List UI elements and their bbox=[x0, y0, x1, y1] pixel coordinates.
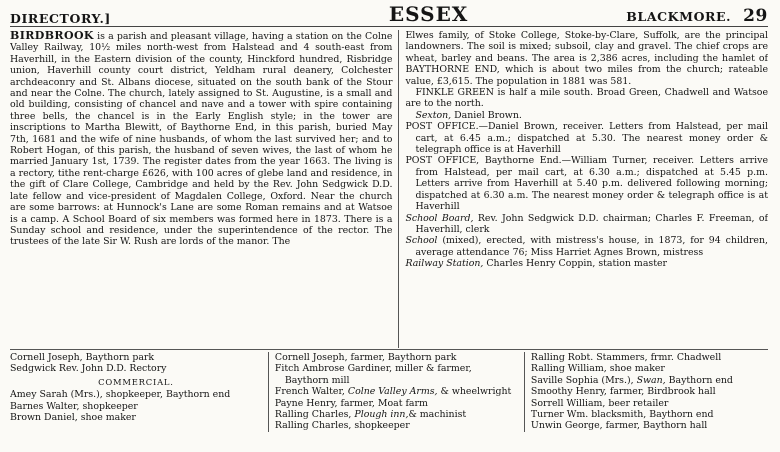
list-item: Ralling Charles, shopkeeper bbox=[274, 420, 410, 432]
residents-column-right bbox=[525, 352, 768, 432]
commercial-heading: COMMERCIAL. bbox=[98, 376, 174, 387]
entry-text: Saville Sophia (Mrs.), bbox=[530, 374, 637, 386]
column-right bbox=[399, 30, 768, 348]
birdbrook-description bbox=[10, 30, 392, 248]
list-item bbox=[275, 409, 518, 420]
entry-text: & machinist bbox=[408, 409, 467, 421]
railway-station-entry bbox=[405, 258, 768, 269]
residents-column-left bbox=[10, 352, 269, 432]
railway-station-text: Charles Henry Coppin, station master bbox=[483, 258, 668, 270]
post-office-text: —Daniel Brown, receiver. Letters from Halstead, per mail cart, at 6.45 a.m.; dispatched at 5.30. The nearest money order & telegraph office is at Haverhill bbox=[415, 121, 768, 156]
list-item: Unwin George, farmer, Baythorn hall bbox=[530, 420, 708, 432]
post-office-baythorne-entry bbox=[405, 155, 768, 212]
school-board-label: School Board, bbox=[405, 212, 474, 224]
sexton-name: Daniel Brown. bbox=[451, 109, 522, 121]
railway-station-label: Railway Station, bbox=[405, 258, 484, 270]
entry-text: Baythorn end bbox=[665, 374, 733, 386]
school-board-text: Rev. John Sedgwick D.D. chairman; Charles F. Freeman, of Haverhill, clerk bbox=[415, 212, 768, 235]
finkle-green-paragraph: FINKLE GREEN is half a mile south. Broad Green, Chadwell and Watsoe are to the north. bbox=[405, 87, 768, 110]
list-item: Payne Henry, farmer, Moat farm bbox=[274, 397, 428, 409]
page-number: 29 bbox=[743, 6, 768, 26]
school-label: School bbox=[405, 235, 438, 247]
list-item: Barnes Walter, shopkeeper bbox=[10, 400, 138, 412]
post-office-label: POST OFFICE. bbox=[405, 121, 479, 133]
post-office-baythorne-text: Baythorne End.—William Turner, receiver. Letters arrive from Halstead, per mail cart, at 6.30 a.m.; dispatched at 5.45 p.m. Letters arrive from Haverhill at 5.40 p.m. delivered following morning; dispatched at 6.30 a.m. The nearest money order & telegraph office is at Haverhill bbox=[415, 155, 768, 213]
header-place-label: BLACKMORE. bbox=[626, 9, 732, 24]
residents-list bbox=[10, 349, 768, 432]
entry-inn-name: Colne Valley Arms, bbox=[347, 386, 438, 398]
list-item bbox=[531, 375, 768, 386]
list-item: Cornell Joseph, farmer, Baythorn park bbox=[274, 352, 457, 363]
list-item: Sedgwick Rev. John D.D. Rectory bbox=[10, 363, 167, 375]
post-office-entry bbox=[405, 121, 768, 155]
list-item: Brown Daniel, shoe maker bbox=[10, 412, 136, 424]
landowners-paragraph: Elwes family, of Stoke College, Stoke-by-Clare, Suffolk, are the principal landowners. The soil is mixed; subsoil, clay and gravel. The chief crops are wheat, barley and beans. The area is 2,386 acres, including the hamlet of BAYTHORNE END, which is about two miles from the church; rateable value, £3,615. The population in 1881 was 581. bbox=[405, 30, 768, 87]
entry-inn-name: Plough inn, bbox=[354, 409, 409, 421]
lead-word: BIRDBROOK bbox=[10, 30, 94, 42]
entry-text: & wheelwright bbox=[437, 386, 512, 398]
list-item: Fitch Ambrose Gardiner, miller & farmer, Baythorn mill bbox=[274, 363, 472, 386]
column-left bbox=[10, 30, 399, 348]
header-running-head bbox=[626, 6, 768, 26]
list-item: Cornell Joseph, Baythorn park bbox=[10, 352, 155, 363]
entry-text: Ralling Charles, bbox=[274, 409, 355, 421]
residents-column-middle bbox=[269, 352, 525, 432]
sexton-line bbox=[405, 110, 768, 121]
school-board-entry bbox=[405, 213, 768, 236]
list-item: Ralling Robt. Stammers, frmr. Chadwell bbox=[530, 352, 722, 363]
header-section-label: DIRECTORY.] bbox=[10, 11, 111, 26]
list-item: Turner Wm. blacksmith, Baythorn end bbox=[530, 409, 714, 421]
list-item: Smoothy Henry, farmer, Birdbrook hall bbox=[530, 386, 716, 398]
school-entry bbox=[405, 235, 768, 258]
list-item: Sorrell William, beer retailer bbox=[530, 397, 669, 409]
school-text: (mixed), erected, with mistress's house, in 1873, for 94 children, average attendance 76; Miss Harriet Agnes Brown, mistress bbox=[415, 235, 768, 258]
page-header bbox=[10, 4, 768, 27]
list-item: Ralling William, shoe maker bbox=[530, 363, 665, 375]
entry-inn-name: Swan, bbox=[636, 374, 666, 386]
birdbrook-text: is a parish and pleasant village, having a station on the Colne Valley Railway, 10½ miles north-west from Halstead and 4 south-east from Haverhill, in the Eastern division of the county, Hinckford hundred, Risbridge union, Haverhill county court district, Yeldham rural deanery, Colchester archdeaconry and St. Albans diocese, situated on the south bank of the Stour and near the Colne. The church, lately assigned to St. Augustine, is a small and old building, consisting of chancel and nave and a tower with spire containing three bells, the chancel is in the Early English style; in the tower are inscriptions to Martha Blewitt, of Baythorne End, in this parish, buried May 7th, 1681 and the wife of nine husbands, of whom the last survived her; and to Robert Hogan, of this parish, the husband of seven wives, the last of whom he married January 1st, 1739. The register dates from the year 1663. The living is a rectory, tithe rent-charge £626, with 100 acres of glebe land and residence, in the gift of Clare College, Cambridge and held by the Rev. John Sedgwick D.D. late fellow and vice-president of Magdalen College, Oxford. Near the church are some barrows: at Hunnock's Lane are some Roman remains and at Watsoe is a camp. A School Board of six members was formed here in 1873. There is a Sunday school and residence, under the superintendence of the rector. The trustees of the late Sir W. Rush are lords of the manor. The bbox=[10, 31, 393, 248]
list-item bbox=[275, 386, 518, 397]
header-county-title: ESSEX bbox=[388, 2, 469, 26]
entry-text: French Walter, bbox=[274, 386, 348, 398]
description-columns bbox=[10, 27, 768, 348]
sexton-label: Sexton, bbox=[415, 109, 452, 121]
post-office-baythorne-label: POST OFFICE, bbox=[405, 155, 480, 167]
list-item: Amey Sarah (Mrs.), shopkeeper, Baythorn end bbox=[10, 389, 231, 401]
